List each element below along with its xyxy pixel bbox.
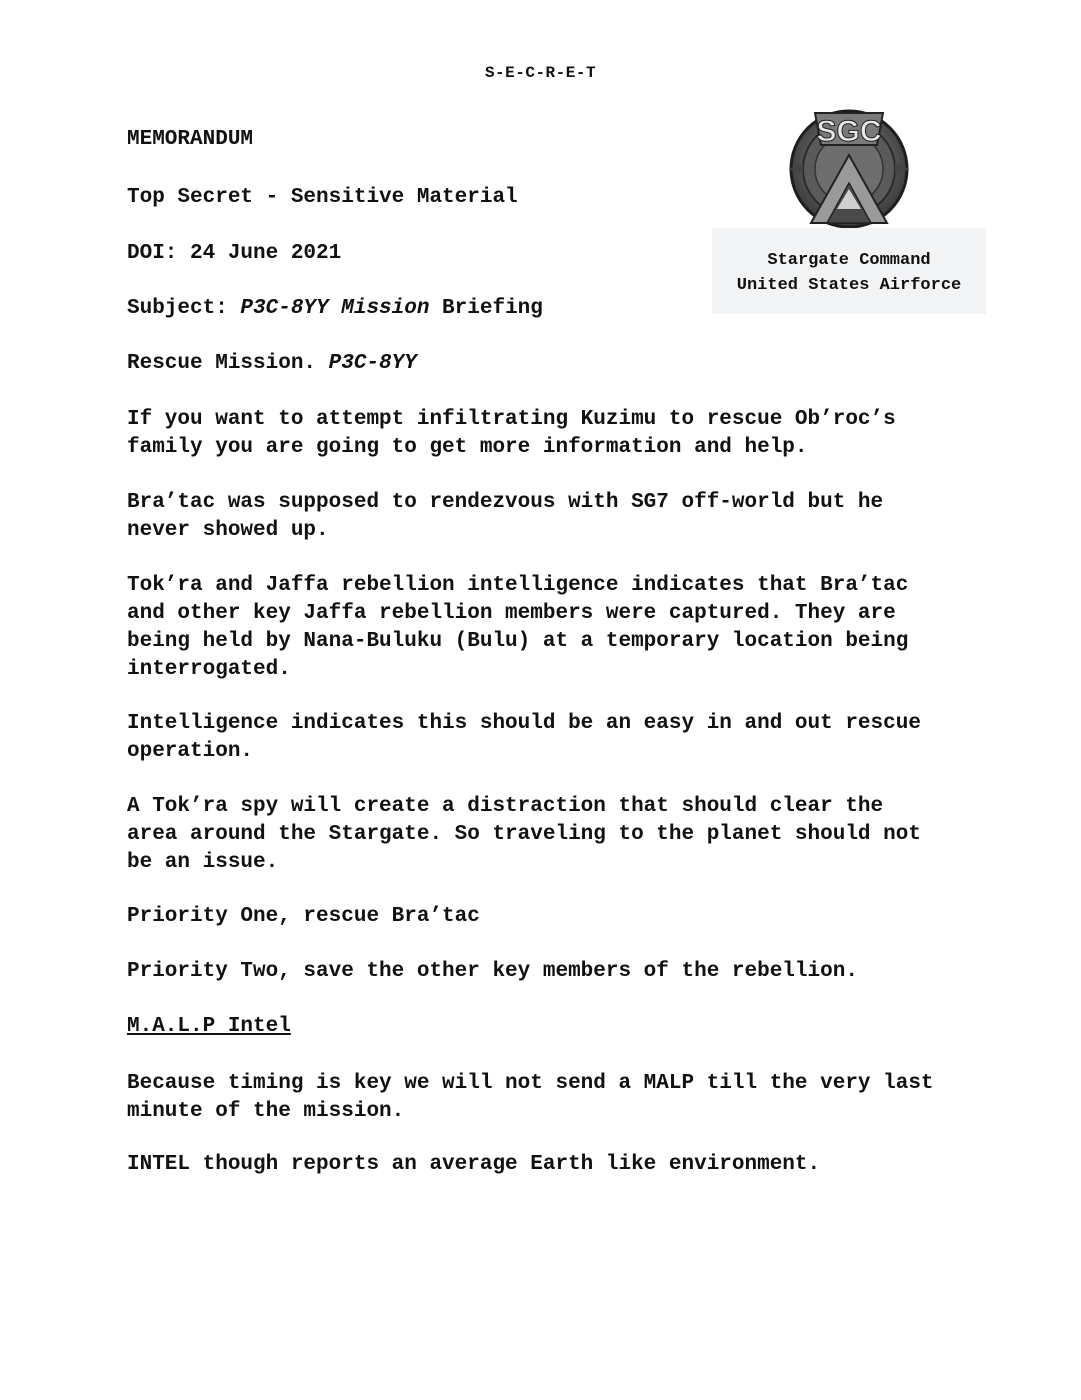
classification-marking: S-E-C-R-E-T — [484, 64, 597, 82]
doi-line: DOI: 24 June 2021 — [127, 242, 342, 265]
subject-line — [127, 297, 543, 320]
rescue-italic: P3C-8YY — [328, 352, 417, 375]
priority-two-line: Priority Two, save the other key members of the rebellion. — [127, 960, 858, 983]
body-paragraph-2: Bra’tac was supposed to rendezvous with SG7 off-world but he never showed up. — [127, 491, 884, 542]
rescue-mission-line — [127, 352, 417, 375]
priority-one-line: Priority One, rescue Bra’tac — [127, 905, 480, 928]
seal-caption-box — [712, 228, 986, 314]
malp-intel-heading: M.A.L.P Intel — [127, 1015, 291, 1038]
seal-caption-line2: United States Airforce — [736, 276, 962, 295]
sgc-seal-logo — [783, 105, 915, 231]
body-paragraph-3: Tok’ra and Jaffa rebellion intelligence indicates that Bra’tac and other key Jaffa rebellion members were captured. They are being held by Nana-Buluku (Bulu) at a temporary location being interrogated. — [127, 574, 909, 681]
body-paragraph-7: INTEL though reports an average Earth like environment. — [127, 1153, 821, 1176]
body-paragraph-6: Because timing is key we will not send a MALP till the very last minute of the mission. — [127, 1072, 934, 1123]
memo-title: MEMORANDUM — [127, 128, 254, 151]
subject-suffix: Briefing — [429, 297, 543, 320]
sgc-emblem-icon — [783, 105, 915, 231]
body-paragraph-5: A Tok’ra spy will create a distraction that should clear the area around the Stargate. So traveling to the planet should not be an issue. — [127, 795, 921, 874]
body-paragraph-4: Intelligence indicates this should be an easy in and out rescue operation. — [127, 712, 921, 763]
svg-text:SGC: SGC — [816, 115, 882, 148]
seal-caption-line1: Stargate Command — [767, 251, 931, 270]
rescue-prefix: Rescue Mission. — [127, 352, 329, 375]
subject-italic: P3C-8YY Mission — [240, 297, 430, 320]
security-marking: Top Secret - Sensitive Material — [127, 186, 518, 209]
body-paragraph-1: If you want to attempt infiltrating Kuzimu to rescue Ob’roc’s family you are going to get more information and help. — [127, 408, 896, 459]
subject-prefix: Subject: — [127, 297, 241, 320]
